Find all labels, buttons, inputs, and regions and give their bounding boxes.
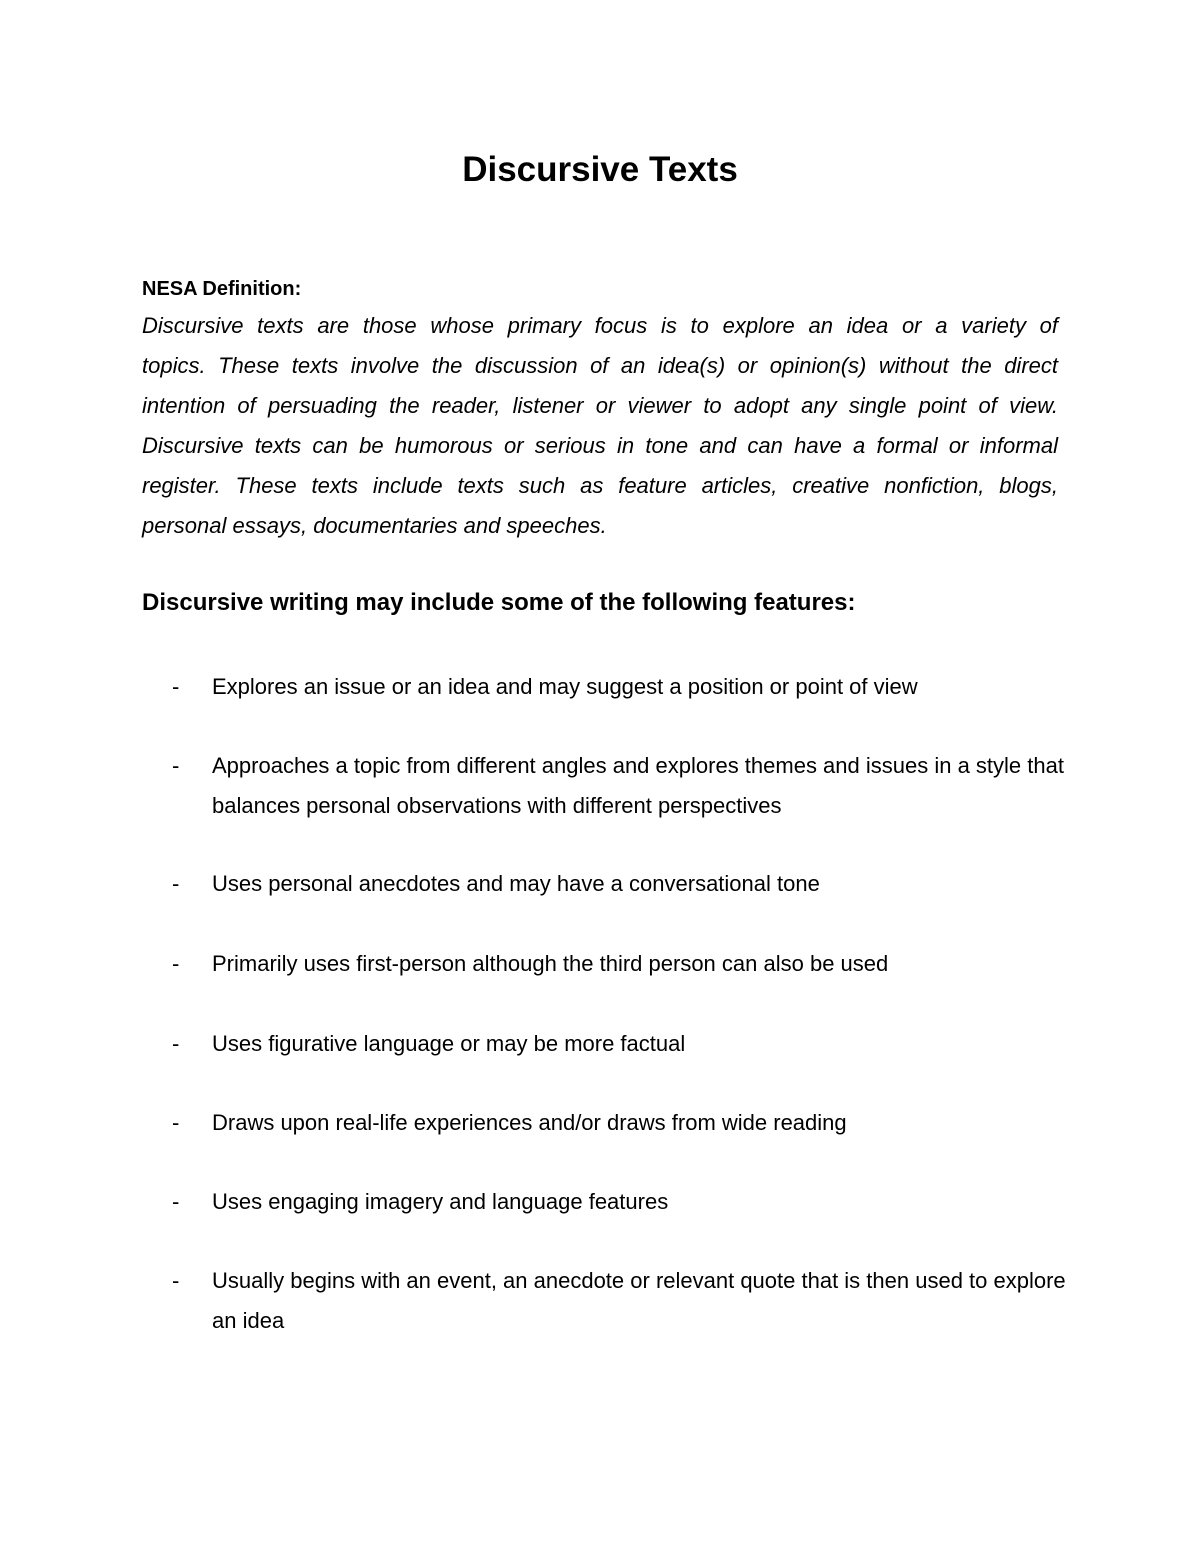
bullet-dash: - — [172, 1189, 180, 1214]
list-item-text: Uses figurative language or may be more factual — [212, 1031, 686, 1056]
definition-line: Discursive texts are those whose primary focus is to explore an idea or a variety of — [142, 313, 1058, 338]
bullet-dash: - — [172, 1110, 180, 1135]
definition-paragraph — [142, 306, 1058, 546]
list-item-text: Usually begins with an event, an anecdote or relevant quote that is then used to explore an idea — [212, 1268, 1066, 1333]
definition-label: NESA Definition: — [142, 278, 302, 300]
definition-line: intention of persuading the reader, listener or viewer to adopt any single point of view. — [142, 393, 1058, 418]
features-heading: Discursive writing may include some of the following features: — [142, 589, 856, 616]
definition-line: Discursive texts can be humorous or serious in tone and can have a formal or informal — [142, 433, 1058, 458]
list-item-text: Uses personal anecdotes and may have a conversational tone — [212, 871, 820, 896]
bullet-dash: - — [172, 674, 180, 699]
definition-line: topics. These texts involve the discussion of an idea(s) or opinion(s) without the direct — [142, 353, 1058, 378]
bullet-dash: - — [172, 1268, 180, 1293]
list-item-text: Primarily uses first-person although the third person can also be used — [212, 951, 889, 976]
bullet-dash: - — [172, 951, 180, 976]
definition-line: personal essays, documentaries and speeches. — [142, 513, 607, 538]
list-item-text: Approaches a topic from different angles and explores themes and issues in a style that balances personal observations with different perspectives — [212, 753, 1064, 818]
list-item-text: Draws upon real-life experiences and/or draws from wide reading — [212, 1110, 847, 1135]
bullet-dash: - — [172, 753, 180, 778]
bullet-dash: - — [172, 871, 180, 896]
page-title: Discursive Texts — [462, 150, 738, 189]
list-item-text: Uses engaging imagery and language features — [212, 1189, 669, 1214]
list-item-text: Explores an issue or an idea and may suggest a position or point of view — [212, 674, 918, 699]
bullet-dash: - — [172, 1031, 180, 1056]
definition-line: register. These texts include texts such as feature articles, creative nonfiction, blogs, — [142, 473, 1058, 498]
